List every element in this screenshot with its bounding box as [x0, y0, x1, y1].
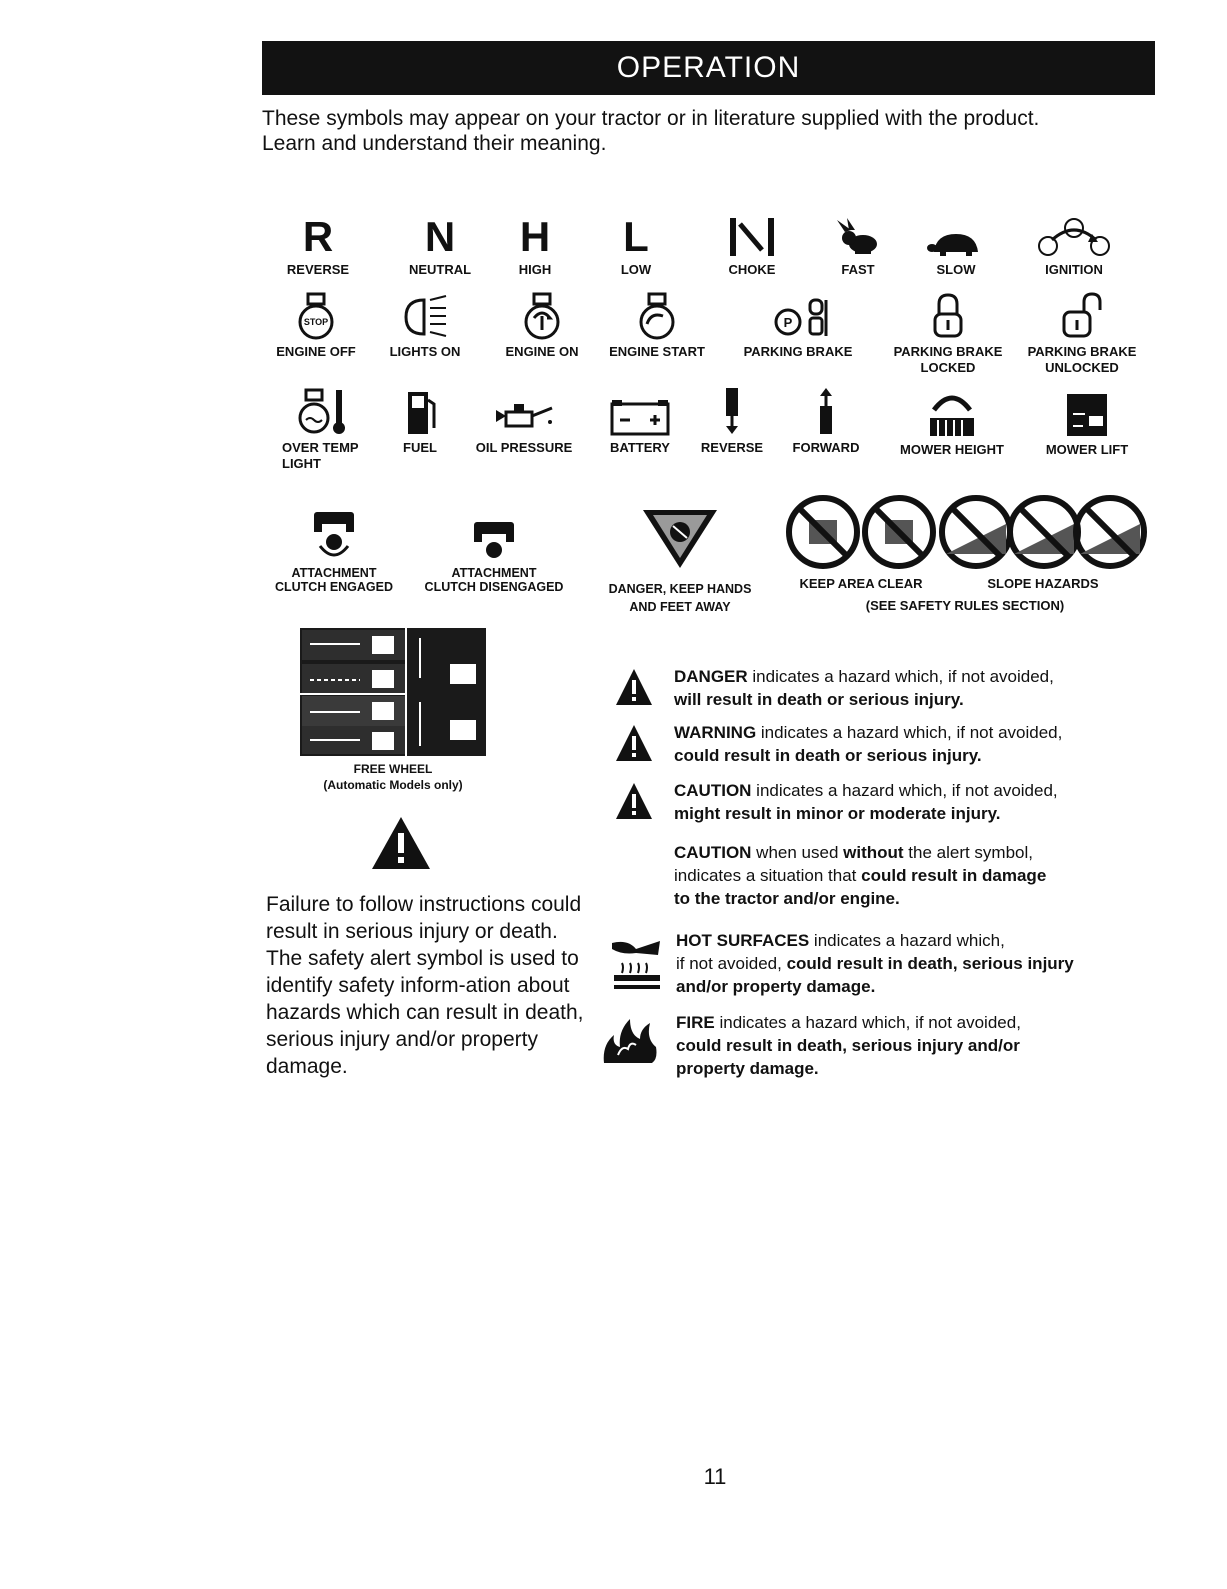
alert-text: indicates a hazard which, if not avoided,	[714, 1013, 1021, 1032]
symbol-clutch-disengaged	[410, 502, 578, 594]
alert-keyword: CAUTION	[674, 843, 752, 862]
symbol-mower-height	[890, 384, 1014, 458]
clutch-engaged-icon	[306, 506, 362, 562]
alert-keyword: WARNING	[674, 723, 757, 742]
symbol-label: ATTACHMENT CLUTCH ENGAGED	[274, 566, 394, 594]
symbol-choke	[718, 212, 786, 278]
keep-area-clear-icon	[785, 494, 937, 570]
symbol-label: REVERSE	[700, 440, 764, 455]
symbol-label: PARKING BRAKE UNLOCKED	[1027, 344, 1137, 375]
turtle-icon	[926, 228, 986, 258]
forward-arrow-icon	[816, 386, 836, 436]
parking-brake-icon	[766, 296, 830, 340]
alert-emphasis: without	[843, 843, 904, 862]
alert-text: indicates a hazard which, if not avoided,	[751, 781, 1058, 800]
symbol-high	[505, 212, 565, 278]
symbol-label: FUEL	[403, 440, 437, 455]
alert-keyword: DANGER	[674, 667, 748, 686]
symbol-label: LIGHTS ON	[389, 344, 461, 359]
rabbit-icon	[833, 218, 883, 258]
symbol-battery	[600, 384, 680, 456]
alert-text: indicates a hazard which, if not avoided,	[747, 667, 1054, 686]
low-letter: L	[623, 213, 649, 260]
fire-icon	[600, 1015, 660, 1065]
alert-text: the alert symbol,	[903, 843, 1034, 862]
free-wheel-diagram-icon	[300, 628, 486, 756]
symbol-label: OIL PRESSURE	[475, 440, 573, 455]
alert-consequence: to the tractor and/or engine.	[674, 889, 900, 908]
symbol-forward	[784, 384, 868, 456]
alert-text: indicates a hazard which, if not avoided,	[756, 723, 1063, 742]
choke-icon	[722, 216, 782, 258]
symbol-label: ENGINE START	[609, 344, 705, 359]
free-wheel-subtitle: (Automatic Models only)	[323, 778, 463, 792]
symbol-mower-lift	[1034, 384, 1140, 458]
fuel-icon	[402, 388, 438, 436]
engine-on-icon	[520, 292, 564, 340]
symbol-reverse-direction	[690, 384, 774, 456]
symbol-label: ENGINE ON	[505, 344, 579, 359]
engine-start-icon	[635, 292, 679, 340]
symbol-label: NEUTRAL	[408, 262, 472, 277]
danger-alert-icon	[614, 667, 654, 707]
keep-hands-away-icon	[639, 506, 721, 570]
reverse-arrow-icon	[722, 386, 742, 436]
alert-consequence: could result in death, serious injury	[786, 954, 1074, 973]
alert-keyword: HOT SURFACES	[676, 931, 810, 950]
symbol-label: FAST	[841, 262, 875, 277]
symbol-label: PARKING BRAKE LOCKED	[893, 344, 1003, 375]
symbol-fuel	[392, 384, 448, 456]
symbol-engine-start	[600, 290, 714, 360]
symbol-label: KEEP AREA CLEAR	[799, 576, 923, 591]
symbol-parking-brake-locked	[884, 290, 1012, 376]
ignition-icon	[1036, 216, 1112, 258]
caution-alert-icon	[614, 781, 654, 821]
symbol-reverse	[282, 212, 354, 278]
mower-lift-icon	[1065, 392, 1109, 438]
lock-open-icon	[1060, 292, 1104, 340]
neutral-letter: N	[424, 213, 456, 260]
symbol-label: HIGH	[518, 262, 552, 277]
symbol-slope-hazards	[938, 488, 1148, 592]
svg-text:P: P	[783, 315, 793, 330]
alert-text: indicates a situation that	[674, 866, 862, 885]
alert-consequence: property damage.	[676, 1059, 819, 1078]
symbol-slow	[920, 212, 992, 278]
page-number: 11	[703, 1464, 727, 1489]
alert-keyword: FIRE	[676, 1013, 715, 1032]
symbol-engine-on	[497, 290, 587, 360]
alert-text: when used	[751, 843, 844, 862]
free-wheel-title: FREE WHEEL	[353, 762, 433, 776]
symbol-label: MOWER LIFT	[1045, 442, 1129, 457]
symbol-label: ATTACHMENT CLUTCH DISENGAGED	[424, 566, 564, 594]
symbol-label: IGNITION	[1045, 262, 1103, 277]
intro-line-1: These symbols may appear on your tractor or in literature supplied with the product.	[262, 107, 1040, 130]
symbol-keep-area-clear	[784, 488, 938, 592]
alert-text: if not avoided,	[676, 954, 787, 973]
clutch-disengaged-icon	[466, 516, 522, 562]
symbol-label: REVERSE	[286, 262, 350, 277]
free-wheel-caption	[280, 761, 506, 793]
over-temp-icon	[298, 386, 350, 436]
alert-consequence: could result in damage	[861, 866, 1047, 885]
symbol-label: SLOPE HAZARDS	[987, 576, 1099, 591]
battery-icon	[608, 396, 672, 436]
symbol-label: MOWER HEIGHT	[900, 442, 1004, 457]
symbol-label: BATTERY	[610, 440, 670, 455]
alert-text: indicates a hazard which,	[809, 931, 1005, 950]
alert-consequence: and/or property damage.	[676, 977, 876, 996]
section-title: OPERATION	[616, 51, 801, 84]
intro-line-2: Learn and understand their meaning.	[262, 132, 607, 155]
intro-paragraph	[262, 106, 1162, 156]
oil-can-icon	[492, 400, 556, 436]
safety-alert-icon	[370, 815, 432, 871]
failure-warning-paragraph: Failure to follow instructions could result in serious injury or death. The safety alert symbol is used to identify safety inform-ation about hazards which can result in death, serious injury and/or property damage.	[266, 893, 584, 1078]
symbol-ignition	[1032, 205, 1116, 278]
symbol-keep-hands-away	[590, 500, 770, 616]
section-header-bar	[262, 41, 1155, 95]
hot-surface-icon	[608, 933, 664, 993]
alert-consequence: will result in death or serious injury.	[674, 690, 964, 709]
high-letter: H	[519, 213, 551, 260]
symbol-lights-on	[380, 290, 470, 360]
alert-consequence: might result in minor or moderate injury.	[674, 804, 1001, 823]
symbol-parking-brake	[732, 290, 864, 360]
symbol-over-temp	[278, 384, 370, 472]
symbol-label: OVER TEMP LIGHT	[282, 440, 359, 471]
reverse-letter: R	[302, 213, 334, 260]
symbol-label: DANGER, KEEP HANDS AND FEET AWAY	[608, 582, 752, 614]
symbol-fast	[828, 212, 888, 278]
symbol-label: FORWARD	[792, 440, 860, 455]
lights-on-icon	[402, 294, 448, 340]
symbol-neutral	[400, 212, 480, 278]
symbol-oil-pressure	[462, 384, 586, 456]
alert-consequence: could result in death or serious injury.	[674, 746, 982, 765]
symbol-engine-off	[268, 290, 364, 360]
slope-hazard-icon	[938, 494, 1148, 570]
symbol-label: LOW	[620, 262, 652, 277]
alert-keyword: CAUTION	[674, 781, 752, 800]
symbol-clutch-engaged	[262, 502, 406, 594]
alert-consequence: could result in death, serious injury and/or	[676, 1036, 1020, 1055]
lock-closed-icon	[931, 292, 965, 340]
mower-height-icon	[924, 390, 980, 438]
engine-off-icon	[294, 292, 338, 340]
symbol-label: CHOKE	[728, 262, 776, 277]
symbol-low	[610, 212, 662, 278]
stop-text: STOP	[303, 317, 329, 327]
warning-alert-icon	[614, 723, 654, 763]
symbol-parking-brake-unlocked	[1018, 290, 1146, 376]
symbol-label: SLOW	[936, 262, 976, 277]
see-safety-rules-note: (SEE SAFETY RULES SECTION)	[865, 598, 1065, 613]
symbol-label: ENGINE OFF	[276, 344, 356, 359]
symbol-label: PARKING BRAKE	[743, 344, 853, 359]
